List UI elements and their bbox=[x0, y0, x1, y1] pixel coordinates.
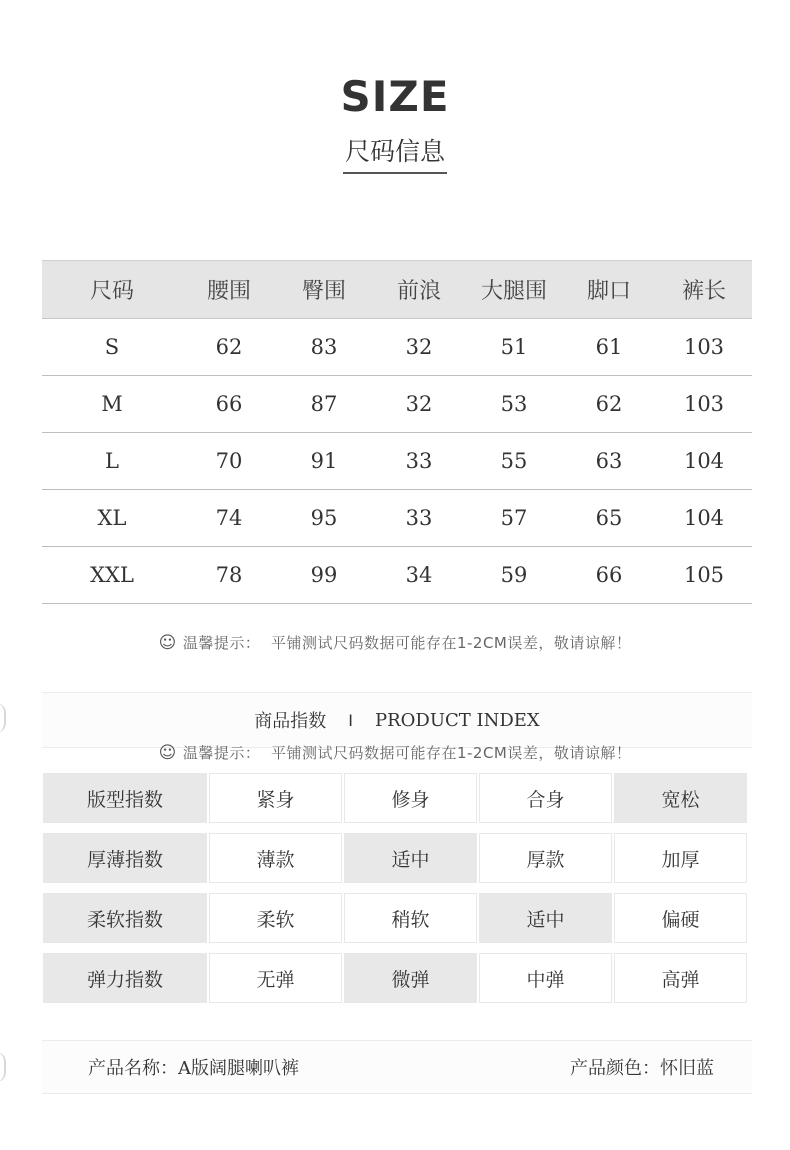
index-option: 修身 bbox=[344, 773, 477, 823]
table-cell: 53 bbox=[500, 392, 528, 416]
table-cell: 70 bbox=[215, 449, 243, 473]
table-cell: 74 bbox=[215, 506, 243, 530]
header-cell: 腰围 bbox=[206, 279, 251, 304]
size-title: SIZE bbox=[340, 72, 450, 121]
size-table bbox=[42, 260, 752, 604]
index-option: 中弹 bbox=[479, 953, 612, 1003]
index-option-selected: 微弹 bbox=[344, 953, 477, 1003]
edge-decoration bbox=[0, 1052, 6, 1082]
index-option: 稍软 bbox=[344, 893, 477, 943]
table-row bbox=[42, 433, 752, 490]
table-cell: 87 bbox=[310, 392, 338, 416]
product-name-label: 产品名称： bbox=[88, 1058, 178, 1079]
smile-icon: ☺ bbox=[158, 633, 177, 653]
header-cell: 臀围 bbox=[301, 279, 346, 304]
product-name-value: A版阔腿喇叭裤 bbox=[178, 1058, 299, 1079]
table-cell: 57 bbox=[500, 506, 528, 530]
index-option: 高弹 bbox=[614, 953, 747, 1003]
index-label: 版型指数 bbox=[43, 773, 207, 823]
tip-text: 平铺测试尺码数据可能存在1-2CM误差，敬请谅解！ bbox=[270, 634, 632, 652]
tip-notice bbox=[0, 632, 790, 653]
tip-label: 温馨提示： bbox=[182, 744, 261, 762]
table-cell: 33 bbox=[405, 506, 433, 530]
product-color-value: 怀旧蓝 bbox=[660, 1058, 714, 1079]
header-cell: 大腿围 bbox=[480, 279, 547, 304]
index-option-selected: 适中 bbox=[344, 833, 477, 883]
table-cell: 32 bbox=[405, 392, 433, 416]
index-option: 加厚 bbox=[614, 833, 747, 883]
size-table-header bbox=[42, 261, 752, 319]
size-subtitle: 尺码信息 bbox=[343, 134, 447, 174]
index-row-elasticity bbox=[43, 953, 749, 1003]
table-cell: 104 bbox=[683, 449, 725, 473]
index-label: 柔软指数 bbox=[43, 893, 207, 943]
index-header-cn: 商品指数 bbox=[254, 711, 327, 732]
table-cell: XL bbox=[97, 506, 127, 530]
table-cell: 103 bbox=[683, 335, 725, 359]
product-index-header bbox=[42, 692, 752, 748]
table-cell: 78 bbox=[215, 563, 243, 587]
product-info-bar bbox=[42, 1040, 752, 1094]
index-option-selected: 宽松 bbox=[614, 773, 747, 823]
table-cell: 55 bbox=[500, 449, 528, 473]
table-cell: 105 bbox=[683, 563, 725, 587]
table-cell: 103 bbox=[683, 392, 725, 416]
table-cell: 91 bbox=[310, 449, 338, 473]
table-cell: 65 bbox=[595, 506, 623, 530]
header-cell: 裤长 bbox=[681, 279, 726, 304]
tip-notice bbox=[0, 742, 790, 763]
table-cell: 32 bbox=[405, 335, 433, 359]
table-cell: 66 bbox=[215, 392, 243, 416]
product-index-grid bbox=[43, 773, 749, 1013]
table-cell: L bbox=[105, 449, 119, 473]
table-cell: 62 bbox=[215, 335, 243, 359]
index-option: 紧身 bbox=[209, 773, 342, 823]
index-option-selected: 适中 bbox=[479, 893, 612, 943]
index-option: 无弹 bbox=[209, 953, 342, 1003]
product-name bbox=[88, 1054, 299, 1080]
table-cell: 62 bbox=[595, 392, 623, 416]
header-separator: I bbox=[348, 710, 353, 730]
index-row-thickness bbox=[43, 833, 749, 883]
table-cell: 59 bbox=[500, 563, 528, 587]
table-cell: 99 bbox=[310, 563, 338, 587]
table-row bbox=[42, 376, 752, 433]
header-cell: 尺码 bbox=[89, 279, 134, 304]
header-cell: 脚口 bbox=[586, 279, 631, 304]
table-cell: XXL bbox=[90, 563, 134, 587]
index-option: 薄款 bbox=[209, 833, 342, 883]
index-row-softness bbox=[43, 893, 749, 943]
product-color bbox=[570, 1054, 714, 1080]
index-label: 弹力指数 bbox=[43, 953, 207, 1003]
index-option: 柔软 bbox=[209, 893, 342, 943]
table-row bbox=[42, 319, 752, 376]
tip-text: 平铺测试尺码数据可能存在1-2CM误差，敬请谅解！ bbox=[270, 744, 632, 762]
index-option: 合身 bbox=[479, 773, 612, 823]
product-color-label: 产品颜色： bbox=[570, 1058, 660, 1079]
index-header-en: PRODUCT INDEX bbox=[374, 709, 540, 731]
edge-decoration bbox=[0, 703, 6, 733]
header-cell: 前浪 bbox=[396, 279, 441, 304]
index-row-fit bbox=[43, 773, 749, 823]
table-cell: 33 bbox=[405, 449, 433, 473]
table-cell: 51 bbox=[500, 335, 528, 359]
index-option: 厚款 bbox=[479, 833, 612, 883]
table-cell: 61 bbox=[595, 335, 623, 359]
table-cell: 95 bbox=[310, 506, 338, 530]
tip-label: 温馨提示： bbox=[182, 634, 261, 652]
table-row bbox=[42, 547, 752, 604]
table-cell: 63 bbox=[595, 449, 623, 473]
table-cell: M bbox=[101, 392, 123, 416]
index-option: 偏硬 bbox=[614, 893, 747, 943]
table-cell: 104 bbox=[683, 506, 725, 530]
table-cell: 83 bbox=[310, 335, 338, 359]
index-label: 厚薄指数 bbox=[43, 833, 207, 883]
smile-icon: ☺ bbox=[158, 743, 177, 763]
table-cell: 66 bbox=[595, 563, 623, 587]
table-cell: S bbox=[104, 335, 120, 359]
table-cell: 34 bbox=[405, 563, 433, 587]
table-row bbox=[42, 490, 752, 547]
